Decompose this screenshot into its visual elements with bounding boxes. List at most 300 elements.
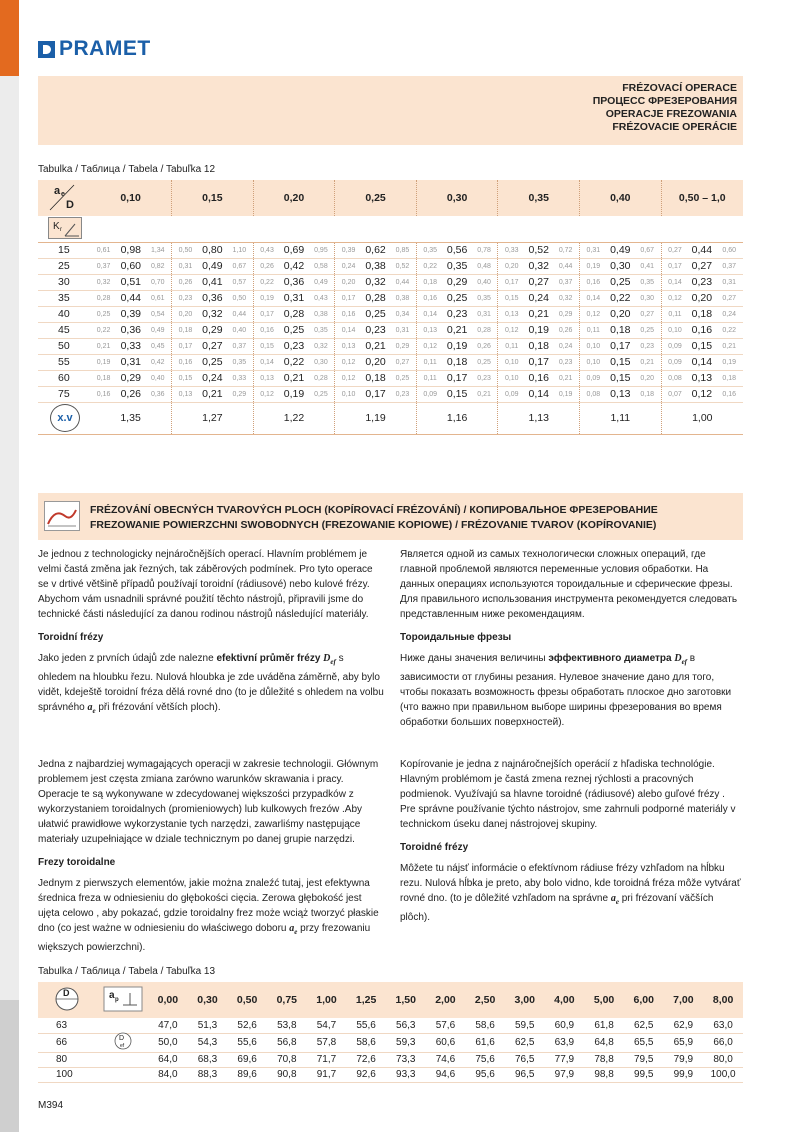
fz-range-cell: 0,19 <box>552 386 579 402</box>
fz-range-cell: 0,24 <box>715 306 743 322</box>
fz-range-cell: 0,30 <box>308 354 335 370</box>
def-value-cell: 52,6 <box>227 1018 267 1033</box>
svg-text:D: D <box>66 198 74 211</box>
fz-range-cell: 0,28 <box>90 290 117 306</box>
header-line: FRÉZOVACIE OPERÁCIE <box>612 121 737 133</box>
def-value-cell: 68,3 <box>188 1052 228 1067</box>
fz-range-cell: 0,22 <box>90 322 117 338</box>
fz-range-cell: 0,33 <box>226 370 253 386</box>
angle-cell: 75 <box>38 386 90 402</box>
table13-body <box>38 1018 743 1082</box>
fz-range-cell: 0,23 <box>471 370 498 386</box>
fz-value-cell: 0,39 <box>117 306 144 322</box>
fz-value-cell: 0,20 <box>362 354 389 370</box>
header-line: OPERACJE FREZOWANIA <box>605 108 737 120</box>
table12-row <box>38 258 743 274</box>
def-value-cell: 95,6 <box>465 1067 505 1082</box>
fz-range-cell: 0,18 <box>634 386 661 402</box>
text-column-ru <box>400 547 743 738</box>
fz-value-cell: 0,32 <box>199 306 226 322</box>
fz-range-cell: 0,14 <box>253 354 280 370</box>
text-column-cz <box>38 547 384 727</box>
fz-range-cell: 1,10 <box>226 242 253 258</box>
fz-range-cell: 0,36 <box>144 386 171 402</box>
fz-range-cell: 0,35 <box>416 242 443 258</box>
fz-range-cell: 0,61 <box>144 290 171 306</box>
section-header-band <box>38 493 743 540</box>
fz-value-cell: 0,32 <box>362 274 389 290</box>
paragraph-intro: Jedna z najbardziej wymagających operacji w zakresie technologii. Głównym problemem jest częsta zmiana zarówno warunków skrawania i pracy. Operacje te są wykonywane w zdecydowanej większości przypadków z wykorzystaniem toroidalnych (promieniowych) lub kulkowych frezów .Aby ułatwić prawidłowe wykorzystanie tych narzędzi, zawarliśmy następujące materiały uzupełniające w dziale technicznym po danej grupie narzędzi. <box>38 759 379 845</box>
fz-value-cell: 0,52 <box>525 242 552 258</box>
fz-value-cell: 0,36 <box>280 274 307 290</box>
xv-value: 1,19 <box>335 402 417 434</box>
fz-range-cell: 0,12 <box>335 370 362 386</box>
def-value-cell: 51,3 <box>188 1018 228 1033</box>
fz-range-cell: 0,25 <box>471 354 498 370</box>
def-value-cell: 73,3 <box>386 1052 426 1067</box>
fz-range-cell: 0,26 <box>471 338 498 354</box>
fz-range-cell: 0,23 <box>172 290 199 306</box>
fz-range-cell: 0,13 <box>498 306 525 322</box>
fz-range-cell: 0,14 <box>335 322 362 338</box>
section-title-line: FRÉZOVÁNÍ OBECNÝCH TVAROVÝCH PLOCH (KOPÍROVACÍ FRÉZOVÁNÍ) / КОПИРОВАЛЬНОЕ ФРЕЗЕРОВАНИЕ <box>90 504 658 516</box>
fz-range-cell: 0,37 <box>715 258 743 274</box>
fz-range-cell: 0,26 <box>253 258 280 274</box>
fz-value-cell: 0,21 <box>280 370 307 386</box>
angle-cell: 40 <box>38 306 90 322</box>
fz-range-cell: 0,45 <box>144 338 171 354</box>
fz-range-cell: 0,23 <box>634 338 661 354</box>
def-value-cell: 92,6 <box>346 1067 386 1082</box>
fz-range-cell: 0,58 <box>308 258 335 274</box>
fz-range-cell: 0,38 <box>389 290 416 306</box>
diameter-cell: 100 <box>38 1067 98 1082</box>
fz-range-cell: 0,09 <box>661 354 688 370</box>
def-value-cell: 75,6 <box>465 1052 505 1067</box>
def-value-cell: 58,6 <box>346 1033 386 1052</box>
fz-range-cell: 0,41 <box>634 258 661 274</box>
fz-range-cell: 0,23 <box>389 386 416 402</box>
def-value-cell: 53,8 <box>267 1018 307 1033</box>
def-value-cell: 59,5 <box>505 1018 545 1033</box>
diameter-icon <box>50 985 84 1013</box>
copy-milling-icon <box>44 501 80 531</box>
fz-value-cell: 0,25 <box>444 290 471 306</box>
fz-range-cell: 0,42 <box>144 354 171 370</box>
fz-range-cell: 0,12 <box>661 290 688 306</box>
def-value-cell: 63,9 <box>545 1033 585 1052</box>
fz-value-cell: 0,23 <box>362 322 389 338</box>
fz-range-cell: 0,18 <box>172 322 199 338</box>
fz-range-cell: 0,37 <box>226 338 253 354</box>
header-line: ПРОЦЕСС ФРЕЗЕРОВАНИЯ <box>592 95 737 107</box>
ratio-header: 0,15 <box>172 180 254 216</box>
def-value-cell: 98,8 <box>584 1067 624 1082</box>
paragraph-body: Jako jeden z prvních údajů zde nalezne efektivní průměr frézy $D_{ef}$ s ohledem na hloubku řezu. Nulová hloubka je zde uváděna záměrně, aby bylo vidět, kdeještě toroidní fréza dělá rovné dno (to je důležité s ohledem na volbu správného $a_e$ při frézování větších ploch). <box>38 653 384 715</box>
depth-header: 4,00 <box>545 982 585 1018</box>
fz-value-cell: 0,80 <box>199 242 226 258</box>
table12-row <box>38 274 743 290</box>
fz-range-cell: 0,25 <box>634 322 661 338</box>
fz-range-cell: 0,34 <box>389 306 416 322</box>
def-value-cell: 56,3 <box>386 1018 426 1033</box>
fz-value-cell: 0,17 <box>444 370 471 386</box>
def-value-cell: 69,6 <box>227 1052 267 1067</box>
fz-range-cell: 0,11 <box>416 370 443 386</box>
xv-value: 1,22 <box>253 402 335 434</box>
def-value-cell: 66,0 <box>703 1033 743 1052</box>
depth-header: 2,00 <box>426 982 466 1018</box>
fz-value-cell: 0,41 <box>199 274 226 290</box>
ratio-header: 0,30 <box>416 180 498 216</box>
def-label-cell <box>98 1033 148 1052</box>
table13-caption: Tabulka / Таблица / Tabela / Tabuľka 13 <box>38 966 216 977</box>
table13-row <box>38 1052 743 1067</box>
depth-header: 1,25 <box>346 982 386 1018</box>
depth-header: 0,30 <box>188 982 228 1018</box>
fz-range-cell: 0,18 <box>416 274 443 290</box>
edge-tab-grey <box>0 1000 19 1132</box>
fz-range-cell: 0,16 <box>90 386 117 402</box>
fz-range-cell: 0,17 <box>661 258 688 274</box>
fz-range-cell: 0,21 <box>552 370 579 386</box>
fz-range-cell: 0,08 <box>661 370 688 386</box>
fz-value-cell: 0,29 <box>117 370 144 386</box>
fz-value-cell: 0,38 <box>362 258 389 274</box>
fz-value-cell: 0,17 <box>607 338 634 354</box>
fz-range-cell: 0,19 <box>580 258 607 274</box>
fz-range-cell: 0,27 <box>715 290 743 306</box>
svg-text:ef: ef <box>120 1042 125 1049</box>
section-title-line: FREZOWANIE POWIERZCHNI SWOBODNYCH (FREZOWANIE KOPIOWE) / FRÉZOVANIE TVAROV (KOPÍROVANIE) <box>90 519 657 531</box>
fz-range-cell: 0,35 <box>634 274 661 290</box>
table12-row <box>38 338 743 354</box>
table13-row <box>38 1018 743 1033</box>
fz-value-cell: 0,25 <box>199 354 226 370</box>
paragraph-intro: Является одной из самых технологически сложных операций, где главной проблемой являются переменные условия обработки. На данных операциях используются тороидальные и сферические фрезы. Для правильного использования инструмента рекомендуется следовать представленным ниже рекомендациям. <box>400 549 738 620</box>
fz-range-cell: 0,17 <box>253 306 280 322</box>
fz-range-cell: 0,50 <box>172 242 199 258</box>
fz-range-cell: 0,12 <box>335 354 362 370</box>
fz-value-cell: 0,98 <box>117 242 144 258</box>
fz-value-cell: 0,27 <box>688 258 715 274</box>
fz-value-cell: 0,24 <box>525 290 552 306</box>
fz-range-cell: 0,15 <box>498 290 525 306</box>
fz-value-cell: 0,18 <box>525 338 552 354</box>
fz-range-cell: 0,11 <box>661 306 688 322</box>
fz-range-cell: 0,31 <box>715 274 743 290</box>
xv-value: 1,35 <box>90 402 172 434</box>
fz-range-cell: 0,35 <box>471 290 498 306</box>
ratio-header: 0,25 <box>335 180 417 216</box>
def-value-cell: 64,8 <box>584 1033 624 1052</box>
fz-range-cell: 0,54 <box>144 306 171 322</box>
text-column-pl <box>38 757 384 963</box>
fz-value-cell: 0,21 <box>525 306 552 322</box>
table12-row <box>38 242 743 258</box>
fz-value-cell: 0,20 <box>688 290 715 306</box>
def-value-cell: 96,5 <box>505 1067 545 1082</box>
fz-range-cell: 0,17 <box>335 290 362 306</box>
depth-header: 6,00 <box>624 982 664 1018</box>
fz-value-cell: 0,18 <box>444 354 471 370</box>
fz-range-cell: 0,13 <box>416 322 443 338</box>
fz-value-cell: 0,36 <box>199 290 226 306</box>
def-value-cell: 62,5 <box>624 1018 664 1033</box>
paragraph-intro: Kopírovanie je jedna z najnáročnejších operácií z hľadiska technológie. Hlavným problémom je častá zmena reznej rýchlosti a pracovných podmienok. Využívajú sa hlavne toroidné (rádiusové) alebo guľové frézy . Pre správne používanie týchto nástrojov, sme zahrnuli podporné materiály v technickom úseku danej nástrojovej skupiny. <box>400 759 736 830</box>
def-value-cell: 99,9 <box>664 1067 704 1082</box>
table13 <box>38 982 743 1083</box>
depth-header: 0,00 <box>148 982 188 1018</box>
depth-header: 2,50 <box>465 982 505 1018</box>
subheading: Toroidné frézy <box>400 842 469 853</box>
fz-range-cell: 0,13 <box>172 386 199 402</box>
fz-range-cell: 0,27 <box>634 306 661 322</box>
fz-range-cell: 0,28 <box>308 370 335 386</box>
fz-range-cell: 0,44 <box>226 306 253 322</box>
def-value-cell: 65,9 <box>664 1033 704 1052</box>
fz-range-cell: 0,24 <box>335 258 362 274</box>
svg-text:p: p <box>115 996 119 1003</box>
fz-range-cell: 0,10 <box>498 370 525 386</box>
svg-text:a: a <box>109 989 115 1001</box>
fz-range-cell: 0,16 <box>416 290 443 306</box>
def-value-cell: 65,5 <box>624 1033 664 1052</box>
fz-value-cell: 0,60 <box>117 258 144 274</box>
def-value-cell: 84,0 <box>148 1067 188 1082</box>
diameter-cell: 66 <box>38 1033 98 1052</box>
pramet-logo-mark-icon <box>38 41 55 58</box>
def-value-cell: 70,8 <box>267 1052 307 1067</box>
fz-range-cell: 0,10 <box>335 386 362 402</box>
fz-value-cell: 0,31 <box>280 290 307 306</box>
def-value-cell: 97,9 <box>545 1067 585 1082</box>
kappa-row-blank <box>90 216 743 242</box>
def-value-cell: 50,0 <box>148 1033 188 1052</box>
paragraph-body: Môžete tu nájsť informácie o efektívnom rádiuse frézy vzhľadom na hĺbku rezu. Nulová hĺbka je preto, aby bolo vidno, kde toroidná fréza môže vytvárať rovné dno. (to je dôležité vzhľadom na správne $a_e$ pri frézovaní väčších plôch). <box>400 863 741 923</box>
fz-range-cell: 0,21 <box>471 386 498 402</box>
fz-range-cell: 0,82 <box>144 258 171 274</box>
fz-range-cell: 0,22 <box>416 258 443 274</box>
def-value-cell: 63,0 <box>703 1018 743 1033</box>
logo-text: PRAMET <box>59 37 151 60</box>
fz-range-cell: 0,26 <box>172 274 199 290</box>
table12-body <box>38 242 743 402</box>
fz-range-cell: 0,18 <box>715 370 743 386</box>
fz-value-cell: 0,33 <box>117 338 144 354</box>
fz-range-cell: 0,11 <box>498 338 525 354</box>
svg-text:a: a <box>54 184 61 197</box>
def-value-cell: 55,6 <box>227 1033 267 1052</box>
table12-caption: Tabulka / Таблица / Tabela / Tabuľka 12 <box>38 164 216 175</box>
fz-value-cell: 0,16 <box>525 370 552 386</box>
ratio-header: 0,50 – 1,0 <box>661 180 743 216</box>
fz-range-cell: 0,19 <box>715 354 743 370</box>
table12-row <box>38 354 743 370</box>
fz-range-cell: 0,40 <box>226 322 253 338</box>
fz-range-cell: 0,18 <box>90 370 117 386</box>
ratio-header: 0,35 <box>498 180 580 216</box>
fz-value-cell: 0,31 <box>117 354 144 370</box>
fz-value-cell: 0,25 <box>607 274 634 290</box>
fz-range-cell: 0,15 <box>172 370 199 386</box>
def-value-cell: 56,8 <box>267 1033 307 1052</box>
fz-range-cell: 0,13 <box>253 370 280 386</box>
fz-range-cell: 0,43 <box>308 290 335 306</box>
fz-value-cell: 0,15 <box>607 354 634 370</box>
pramet-logo <box>38 37 151 61</box>
xv-label: x.v <box>57 412 73 424</box>
fz-value-cell: 0,21 <box>199 386 226 402</box>
kappa-angle-icon <box>48 217 82 239</box>
fz-value-cell: 0,19 <box>444 338 471 354</box>
def-label-cell <box>98 1067 148 1082</box>
kappa-row <box>38 216 743 242</box>
fz-value-cell: 0,13 <box>607 386 634 402</box>
diameter-cell: 80 <box>38 1052 98 1067</box>
fz-range-cell: 0,07 <box>661 386 688 402</box>
svg-text:D: D <box>63 987 70 998</box>
angle-cell: 45 <box>38 322 90 338</box>
fz-range-cell: 0,57 <box>226 274 253 290</box>
fz-value-cell: 0,14 <box>525 386 552 402</box>
fz-range-cell: 0,19 <box>253 290 280 306</box>
fz-range-cell: 0,29 <box>552 306 579 322</box>
depth-header: 3,00 <box>505 982 545 1018</box>
svg-text:D: D <box>119 1034 125 1042</box>
page-number: M394 <box>38 1100 64 1111</box>
fz-range-cell: 0,29 <box>389 338 416 354</box>
fz-range-cell: 0,48 <box>471 258 498 274</box>
fz-value-cell: 0,29 <box>199 322 226 338</box>
fz-range-cell: 0,43 <box>253 242 280 258</box>
fz-range-cell: 0,40 <box>471 274 498 290</box>
fz-range-cell: 0,44 <box>552 258 579 274</box>
def-value-cell: 62,9 <box>664 1018 704 1033</box>
table12-row <box>38 322 743 338</box>
fz-range-cell: 0,44 <box>389 274 416 290</box>
def-value-cell: 78,8 <box>584 1052 624 1067</box>
page-edge-strip <box>0 0 19 1132</box>
fz-range-cell: 0,10 <box>661 322 688 338</box>
fz-range-cell: 0,85 <box>389 242 416 258</box>
section-title <box>90 503 658 533</box>
fz-range-cell: 0,27 <box>389 354 416 370</box>
fz-value-cell: 0,26 <box>117 386 144 402</box>
fz-range-cell: 0,25 <box>389 370 416 386</box>
ae-over-d-icon <box>42 182 82 212</box>
text-column-sk <box>400 757 743 933</box>
fz-value-cell: 0,24 <box>199 370 226 386</box>
diameter-cell: 63 <box>38 1018 98 1033</box>
fz-value-cell: 0,49 <box>199 258 226 274</box>
fz-value-cell: 0,21 <box>362 338 389 354</box>
paragraph-body: Ниже даны значения величины эффективного диаметра $D_{ef}$ в зависимости от глубины резания. Нулевое значение дано для того, чтобы показать возможность фрезы обработать плоское дно заготовки (что важно при правильном выборе ширины фрезерования во время обработки больших поверхностей). <box>400 653 732 728</box>
angle-cell: 15 <box>38 242 90 258</box>
fz-value-cell: 0,13 <box>688 370 715 386</box>
fz-value-cell: 0,35 <box>444 258 471 274</box>
fz-value-cell: 0,69 <box>280 242 307 258</box>
def-value-cell: 94,6 <box>426 1067 466 1082</box>
angle-cell: 25 <box>38 258 90 274</box>
fz-range-cell: 0,12 <box>580 306 607 322</box>
fz-range-cell: 0,14 <box>661 274 688 290</box>
fz-range-cell: 0,16 <box>335 306 362 322</box>
table12-row <box>38 386 743 402</box>
angle-cell: 30 <box>38 274 90 290</box>
fz-value-cell: 0,28 <box>280 306 307 322</box>
fz-range-cell: 0,52 <box>389 258 416 274</box>
def-value-cell: 99,5 <box>624 1067 664 1082</box>
def-value-cell: 58,6 <box>465 1018 505 1033</box>
def-value-cell: 55,6 <box>346 1018 386 1033</box>
fz-range-cell: 0,22 <box>253 274 280 290</box>
def-value-cell: 64,0 <box>148 1052 188 1067</box>
depth-header: 1,00 <box>307 982 347 1018</box>
fz-value-cell: 0,17 <box>525 354 552 370</box>
xv-value: 1,13 <box>498 402 580 434</box>
fz-range-cell: 0,09 <box>661 338 688 354</box>
fz-range-cell: 0,40 <box>144 370 171 386</box>
table12-row <box>38 370 743 386</box>
fz-value-cell: 0,27 <box>525 274 552 290</box>
fz-range-cell: 0,35 <box>226 354 253 370</box>
fz-range-cell: 0,12 <box>498 322 525 338</box>
fz-value-cell: 0,19 <box>525 322 552 338</box>
edge-tab-orange <box>0 0 19 76</box>
fz-range-cell: 0,37 <box>90 258 117 274</box>
paragraph-body: Jednym z pierwszych elementów, jakie można znaleźć tutaj, jest efektywna średnica freza w odniesieniu do głębokości cięcia. Zerowa głębokość jest ujęta celowo , aby pokazać, gdzie toroidalny frez może wciąż tworzyć płaskie dno (co jest ważne w odniesieniu do właściwego doboru $a_e$ przy frezowaniu większych powierzchni). <box>38 878 379 953</box>
def-value-cell: 59,3 <box>386 1033 426 1052</box>
fz-value-cell: 0,30 <box>607 258 634 274</box>
fz-value-cell: 0,19 <box>280 386 307 402</box>
fz-value-cell: 0,29 <box>444 274 471 290</box>
angle-cell: 50 <box>38 338 90 354</box>
def-value-cell: 90,8 <box>267 1067 307 1082</box>
subheading: Frezy toroidalne <box>38 857 116 868</box>
kappa-cell <box>38 216 90 242</box>
xv-factor-icon <box>50 404 80 432</box>
def-value-cell: 57,8 <box>307 1033 347 1052</box>
fz-range-cell: 0,08 <box>580 386 607 402</box>
ratio-header: 0,40 <box>580 180 662 216</box>
fz-value-cell: 0,44 <box>688 242 715 258</box>
depth-header: 8,00 <box>703 982 743 1018</box>
table13-row <box>38 1033 743 1052</box>
fz-range-cell: 0,33 <box>498 242 525 258</box>
fz-range-cell: 0,27 <box>661 242 688 258</box>
fz-range-cell: 0,61 <box>90 242 117 258</box>
fz-value-cell: 0,44 <box>117 290 144 306</box>
def-value-cell: 89,6 <box>227 1067 267 1082</box>
fz-range-cell: 0,20 <box>498 258 525 274</box>
fz-range-cell: 0,24 <box>552 338 579 354</box>
fz-range-cell: 0,32 <box>552 290 579 306</box>
ap-header-cell <box>98 982 148 1018</box>
fz-range-cell: 0,14 <box>580 290 607 306</box>
fz-range-cell: 0,20 <box>172 306 199 322</box>
def-value-cell: 71,7 <box>307 1052 347 1067</box>
def-value-cell: 54,3 <box>188 1033 228 1052</box>
page-header-band <box>38 76 743 145</box>
fz-range-cell: 0,30 <box>634 290 661 306</box>
fz-range-cell: 0,70 <box>144 274 171 290</box>
fz-range-cell: 0,09 <box>416 386 443 402</box>
fz-value-cell: 0,25 <box>362 306 389 322</box>
fz-range-cell: 0,25 <box>308 386 335 402</box>
ratio-header: 0,10 <box>90 180 172 216</box>
fz-value-cell: 0,23 <box>688 274 715 290</box>
